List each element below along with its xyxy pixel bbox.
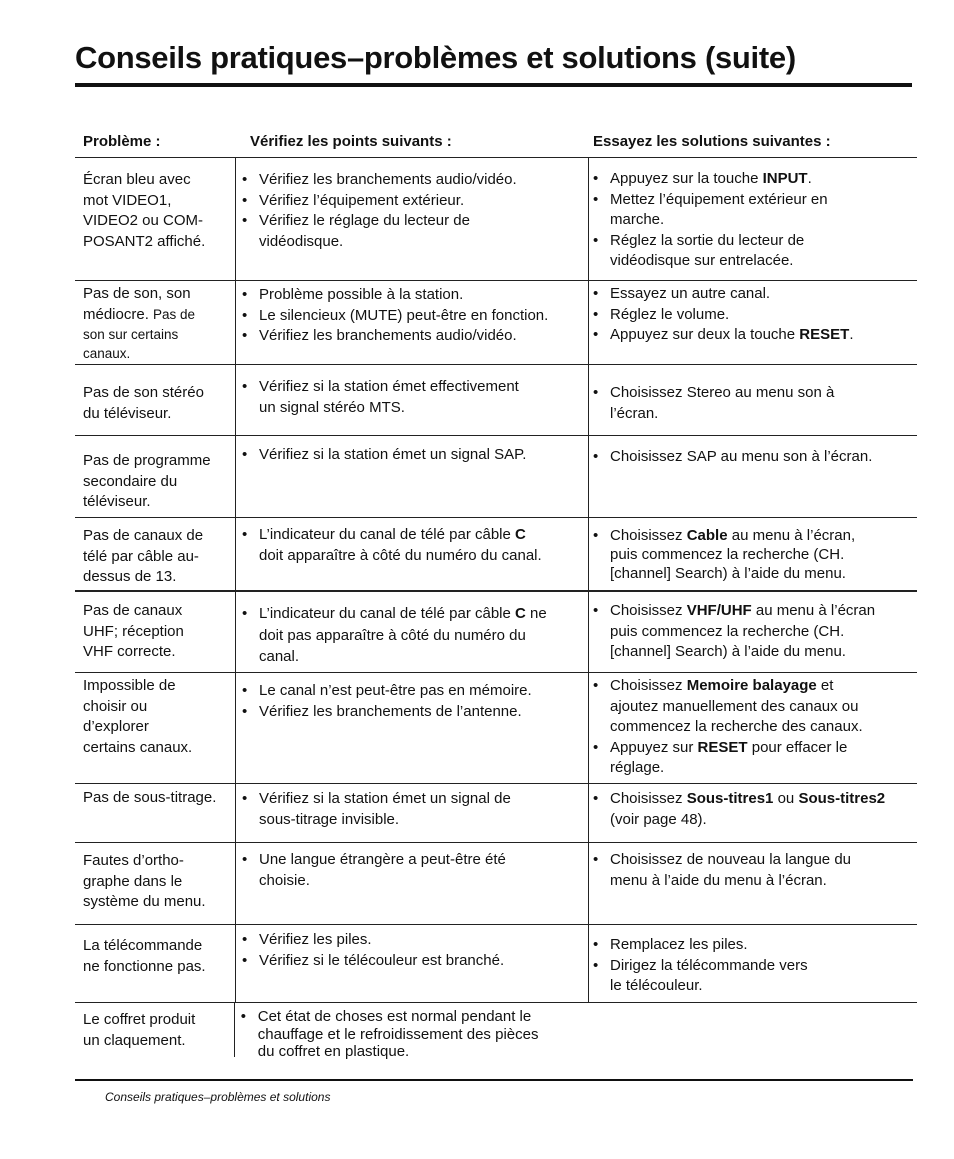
- header-problem: Problème :: [83, 133, 161, 150]
- solutions-cell: [589, 592, 917, 672]
- checks-cell: [236, 673, 589, 783]
- problem-line: Le coffret produit: [83, 1011, 196, 1028]
- solution-item: • Appuyez sur la touche INPUT.: [593, 170, 812, 187]
- problem-line: VIDEO2 ou COM-: [83, 212, 204, 229]
- problem-cell: [75, 592, 236, 672]
- solutions-cell: [589, 843, 917, 924]
- check-item: • Vérifiez les branchements de l’antenne.: [242, 702, 522, 720]
- problem-line: un claquement.: [83, 1031, 186, 1049]
- problem-cell: [75, 365, 236, 435]
- problem-line: téléviseur.: [83, 493, 151, 510]
- check-item: • Problème possible à la station.: [242, 286, 464, 303]
- solutions-cell: [589, 158, 917, 280]
- solution-item: • Appuyez sur RESET pour effacer le réglage.: [593, 738, 848, 776]
- problem-line: mot VIDEO1,: [83, 191, 172, 209]
- check-item: • Vérifiez l’équipement extérieur.: [242, 191, 465, 209]
- solution-item: • Réglez le volume.: [593, 305, 730, 323]
- check-item: • Vérifiez les piles.: [242, 931, 372, 948]
- checks-cell: [235, 1003, 592, 1060]
- check-item: • Vérifiez les branchements audio/vidéo.: [242, 327, 517, 344]
- check-item: • Vérifiez si la station émet effectivement un signal stéréo MTS.: [242, 378, 519, 416]
- troubleshooting-table: [75, 128, 917, 1060]
- table-row: [75, 843, 917, 925]
- solution-item: • Choisissez VHF/UHF au menu à l’écran puis commencez la recherche (CH. [channel] Search) à l’aide du menu.: [593, 602, 876, 660]
- problem-line: Fautes d’ortho-: [83, 852, 184, 869]
- table-row: [75, 281, 917, 365]
- check-item: • Le canal n’est peut-être pas en mémoire.: [242, 682, 532, 699]
- checks-cell: [236, 784, 589, 842]
- problem-line: graphe dans le: [83, 872, 183, 890]
- bottom-rule: [75, 1079, 913, 1081]
- problem-line: son sur certains: [83, 327, 179, 342]
- problem-line: système du menu.: [83, 893, 206, 910]
- check-item: • Le silencieux (MUTE) peut-être en fonction.: [242, 306, 549, 324]
- header-checks: Vérifiez les points suivants :: [250, 133, 452, 150]
- table-header: [75, 128, 917, 158]
- solution-item: • Mettez l’équipement extérieur en marche.: [593, 190, 828, 228]
- check-item: • Vérifiez si la station émet un signal SAP.: [242, 446, 527, 463]
- problem-cell: [75, 925, 236, 1002]
- problem-line: télé par câble au-: [83, 547, 199, 565]
- solutions-cell: [589, 518, 917, 590]
- problem-line: Pas de sous-titrage.: [83, 789, 217, 806]
- solution-item: • Choisissez Cable au menu à l’écran, puis commencez la recherche (CH. [channel] Search) à l’aide du menu.: [593, 527, 856, 582]
- checks-cell: [236, 518, 589, 590]
- solutions-cell: [589, 784, 917, 842]
- problem-cell: [75, 843, 236, 924]
- checks-cell: [236, 158, 589, 280]
- problem-line: Impossible de: [83, 677, 176, 694]
- check-item: • Une langue étrangère a peut-être été choisie.: [242, 851, 506, 889]
- solutions-cell: [589, 436, 917, 517]
- problem-cell: [75, 784, 236, 842]
- problem-line: Pas de canaux de: [83, 527, 204, 544]
- table-row: [75, 518, 917, 592]
- check-item: • Vérifiez si le télécouleur est branché.: [242, 951, 505, 969]
- problem-line: choisir ou: [83, 697, 148, 715]
- solution-item: • Appuyez sur deux la touche RESET.: [593, 326, 854, 343]
- solution-item: • Choisissez Memoire balayage et ajoutez manuellement des canaux ou commencez la recherche des canaux.: [593, 677, 863, 735]
- solutions-cell: [589, 281, 917, 364]
- problem-line: Écran bleu avec: [83, 171, 191, 188]
- solution-item: • Choisissez de nouveau la langue du menu à l’aide du menu à l’écran.: [593, 851, 852, 889]
- solutions-cell: [589, 925, 917, 1002]
- table-row: [75, 592, 917, 673]
- check-item: • L’indicateur du canal de télé par câble C doit apparaître à côté du numéro du canal.: [242, 526, 542, 564]
- check-item: • Cet état de choses est normal pendant le chauffage et le refroidissement des pièces du coffret en plastique.: [240, 1008, 539, 1060]
- problem-cell: [75, 436, 236, 517]
- solutions-cell: [592, 1003, 917, 1057]
- problem-line: dessus de 13.: [83, 568, 177, 585]
- table-row: [75, 925, 917, 1003]
- problem-line: médiocre. Pas de: [83, 305, 196, 323]
- problem-line: Pas de son, son: [83, 285, 191, 302]
- table-row: [75, 784, 917, 843]
- checks-cell: [236, 281, 589, 364]
- problem-line: secondaire du: [83, 472, 178, 490]
- problem-cell: [75, 673, 236, 783]
- page-title: Conseils pratiques–problèmes et solutions (suite): [75, 40, 796, 75]
- checks-cell: [236, 436, 589, 517]
- problem-line: Pas de canaux: [83, 602, 183, 619]
- solution-item: • Essayez un autre canal.: [593, 285, 771, 302]
- solution-item: • Choisissez SAP au menu son à l’écran.: [593, 448, 873, 465]
- problem-line: VHF correcte.: [83, 643, 176, 660]
- problem-line: ne fonctionne pas.: [83, 957, 206, 975]
- checks-cell: [236, 925, 589, 1002]
- problem-cell: [75, 158, 236, 280]
- problem-line: UHF; réception: [83, 622, 184, 640]
- checks-cell: [236, 592, 589, 672]
- footer-caption: Conseils pratiques–problèmes et solutions: [105, 1090, 331, 1104]
- solution-item: • Réglez la sortie du lecteur de vidéodisque sur entrelacée.: [593, 231, 805, 269]
- problem-cell: [75, 518, 236, 590]
- check-item: • L’indicateur du canal de télé par câble C ne doit pas apparaître à côté du numéro du canal.: [242, 605, 547, 665]
- table-row: [75, 436, 917, 518]
- problem-line: Pas de son stéréo: [83, 384, 204, 401]
- checks-cell: [236, 843, 589, 924]
- problem-line: du téléviseur.: [83, 404, 172, 422]
- problem-line: certains canaux.: [83, 738, 193, 756]
- solutions-cell: [589, 673, 917, 783]
- solutions-cell: [589, 365, 917, 435]
- solution-item: • Dirigez la télécommande vers le télécouleur.: [593, 956, 808, 994]
- problem-line: Pas de programme: [83, 452, 211, 469]
- title-rule: [75, 83, 912, 87]
- problem-line: d’explorer: [83, 718, 149, 735]
- table-row: [75, 1003, 917, 1060]
- check-item: • Vérifiez les branchements audio/vidéo.: [242, 171, 517, 188]
- check-item: • Vérifiez le réglage du lecteur de vidéodisque.: [242, 212, 470, 250]
- table-row: [75, 158, 917, 281]
- check-item: • Vérifiez si la station émet un signal de sous-titrage invisible.: [242, 790, 511, 828]
- problem-line: La télécommande: [83, 937, 203, 954]
- problem-line: canaux.: [83, 346, 131, 361]
- checks-cell: [236, 365, 589, 435]
- header-solutions: Essayez les solutions suivantes :: [593, 133, 831, 150]
- problem-line: POSANT2 affiché.: [83, 232, 206, 250]
- solution-item: • Choisissez Sous-titres1 ou Sous-titres2 (voir page 48).: [593, 790, 886, 828]
- table-row: [75, 673, 917, 784]
- problem-cell: [75, 1003, 235, 1057]
- problem-cell: [75, 281, 236, 364]
- table-row: [75, 365, 917, 436]
- solution-item: • Remplacez les piles.: [593, 936, 748, 953]
- solution-item: • Choisissez Stereo au menu son à l’écran.: [593, 384, 835, 422]
